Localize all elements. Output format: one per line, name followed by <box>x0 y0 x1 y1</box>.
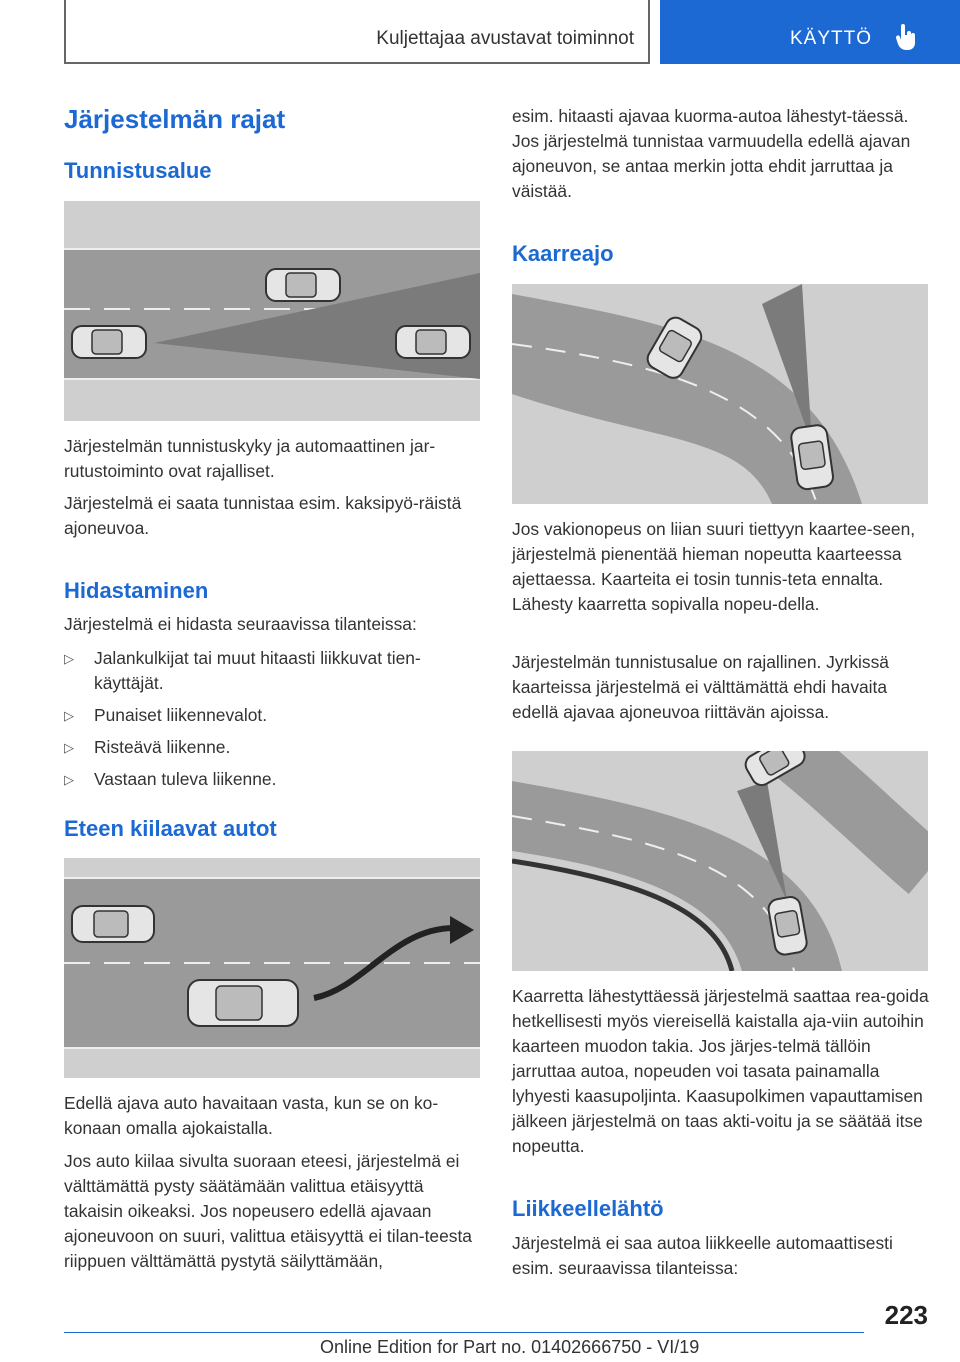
heading-cutin: Eteen kiilaavat autot <box>64 816 277 841</box>
heading-detection: Tunnistusalue <box>64 158 212 183</box>
page-number: 223 <box>884 1300 928 1330</box>
header-chapter-title: KÄYTTÖ <box>790 28 873 49</box>
header-chapter-tab[interactable] <box>660 0 960 64</box>
list-item: ▷ Risteävä liikenne. <box>64 735 454 760</box>
car-ego <box>72 326 146 358</box>
paragraph: Järjestelmän tunnistusalue on rajallinen. Jyrkissä kaarteissa järjestelmä ei välttämättä ehdi havaita edellä ajavaa ajoneuvoa riittävän ajoissa. <box>512 652 889 722</box>
heading-start: Liikkeellelähtö <box>512 1196 664 1221</box>
list-item: ▷ Punaiset liikennevalot. <box>64 703 454 728</box>
figure-cut-in <box>64 858 480 1078</box>
paragraph: Järjestelmä ei saa autoa liikkeelle automaattisesti esim. seuraavissa tilanteissa: <box>512 1233 893 1278</box>
car-ego <box>790 424 834 490</box>
car-adjacent <box>266 269 340 301</box>
figure-curve <box>512 284 928 504</box>
paragraph: esim. hitaasti ajavaa kuorma-autoa lähestyt-täessä. Jos järjestelmä tunnistaa varmuudella edellä ajavan ajoneuvon, se antaa merkin jotta ehdit jarruttaa ja väistää. <box>512 106 911 201</box>
paragraph: Järjestelmän tunnistuskyky ja automaattinen jar-rutustoiminto ovat rajalliset. <box>64 436 436 481</box>
triangle-bullet-icon: ▷ <box>64 708 74 723</box>
heading-curve: Kaarreajo <box>512 241 614 266</box>
figure-detection-range <box>64 201 480 421</box>
triangle-bullet-icon: ▷ <box>64 772 74 787</box>
list-item: ▷ Vastaan tuleva liikenne. <box>64 767 454 792</box>
car-cutting-in <box>188 980 298 1026</box>
triangle-bullet-icon: ▷ <box>64 740 74 755</box>
figure-curve-adjacent-lane <box>512 751 928 971</box>
car-ahead <box>396 326 470 358</box>
heading-slowing: Hidastaminen <box>64 578 209 603</box>
triangle-bullet-icon: ▷ <box>64 651 74 666</box>
page-title: Järjestelmän rajat <box>64 104 286 134</box>
paragraph: Jos auto kiilaa sivulta suoraan eteesi, järjestelmä ei välttämättä pysty säätämään valittua etäisyyttä takaisin oikeaksi. Jos nopeusero edellä ajavaan ajoneuvoon on suuri, valittua etäisyyttä ei tilan-teesta riippuen välttämättä pystytä säilyttämään, <box>64 1151 472 1271</box>
paragraph: Järjestelmä ei saata tunnistaa esim. kaksipyö-räistä ajoneuvoa. <box>64 493 462 538</box>
pointing-hand-icon <box>896 24 918 50</box>
header-section-title: Kuljettajaa avustavat toiminnot <box>376 28 634 49</box>
list-item: ▷ Jalankulkijat tai muut hitaasti liikkuvat tien-käyttäjät. <box>64 648 421 693</box>
footer-divider <box>64 1332 864 1333</box>
paragraph: Järjestelmä ei hidasta seuraavissa tilanteissa: <box>64 614 417 634</box>
paragraph: Edellä ajava auto havaitaan vasta, kun se on ko-konaan omalla ajokaistalla. <box>64 1093 439 1138</box>
header-section-box <box>64 0 650 64</box>
footer-edition: Online Edition for Part no. 01402666750 - VI/19 <box>320 1337 700 1357</box>
paragraph: Jos vakionopeus on liian suuri tiettyyn kaartee-seen, järjestelmä pienentää hieman nopeutta kaarteessa ajettaessa. Kaarteita ei tosin tunnis-teta ennalta. Lähesty kaarretta sopivalla nopeu-della. <box>512 519 916 614</box>
paragraph: Kaarretta lähestyttäessä järjestelmä saattaa rea-goida hetkellisesti myös viereisellä kaistalla aja-viin autoihin kaarteen muodon takia. Jos järjes-telmä tällöin jarruttaa autoa, nopeuden voi tasata painamalla lyhyesti kaasupoljinta. Kaasupolkimen vapauttamisen jälkeen järjestelmä on taas akti-voitu ja se säätää itse nopeutta. <box>512 986 929 1156</box>
car-ego <box>72 906 154 942</box>
